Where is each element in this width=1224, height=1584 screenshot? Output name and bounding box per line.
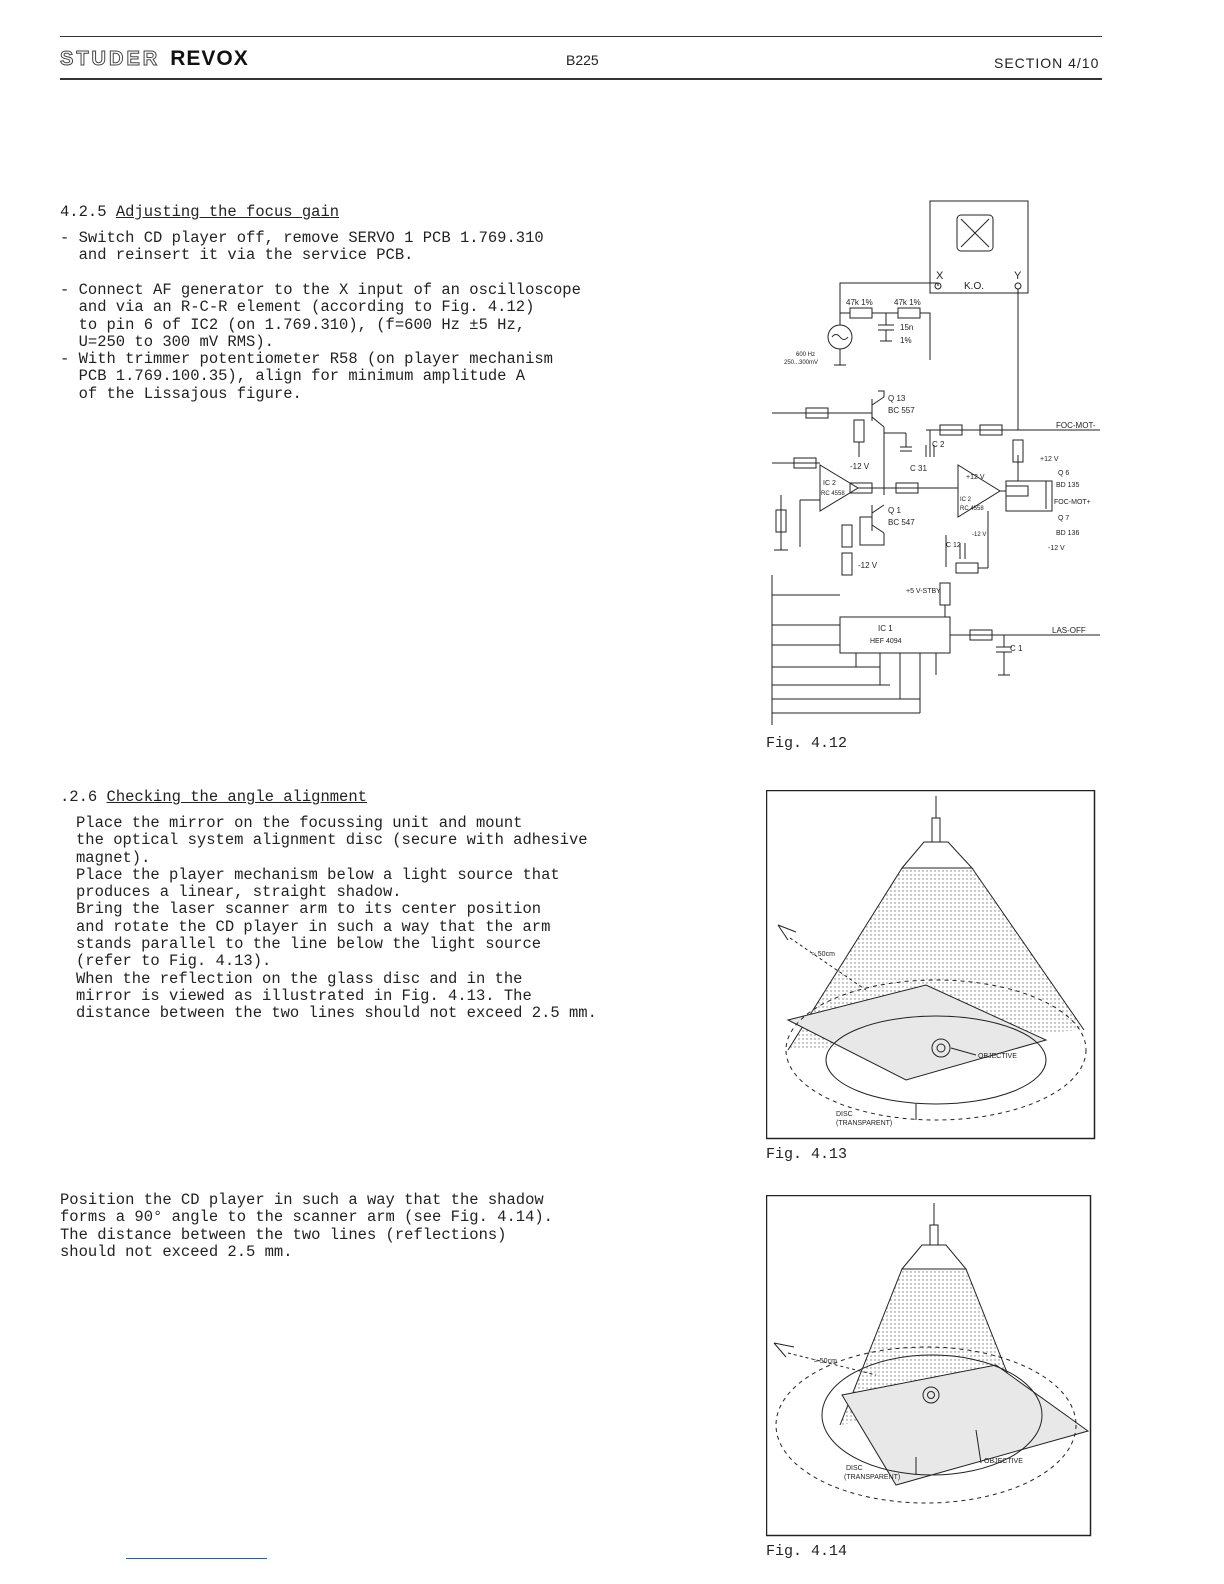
eye-icon — [778, 925, 796, 940]
q1-type-label: BC 547 — [888, 518, 915, 527]
q1-label: Q 1 — [888, 506, 901, 515]
header-rule-top — [60, 36, 1102, 37]
disc-transparent-label: (TRANSPARENT) — [844, 1474, 901, 1481]
stby-label: +5 V-STBY — [906, 588, 941, 595]
section-426-heading — [60, 788, 367, 806]
r2-label: 47k 1% — [894, 298, 921, 307]
fig-4-13-illustration — [766, 790, 1096, 1140]
plus12v-label-2: +12 V — [1040, 456, 1059, 463]
fig-4-13-caption: Fig. 4.13 — [766, 1146, 848, 1163]
objective-label: OBJECTIVE — [984, 1458, 1023, 1465]
header-rule-bottom — [60, 78, 1102, 80]
section-425-title: Adjusting the focus gain — [115, 203, 340, 221]
ic1-box — [840, 617, 950, 653]
x-input-label: X — [936, 270, 944, 282]
c2-label: C 2 — [932, 440, 945, 449]
eye-icon — [774, 1343, 794, 1357]
c12-label: C 12 — [946, 542, 961, 549]
ic2a-label: IC 2 — [823, 480, 836, 487]
section-426-number: .2.6 — [60, 788, 107, 806]
r1-label: 47k 1% — [846, 298, 873, 307]
lamp-fitting-icon — [930, 1225, 938, 1245]
q13-type-label: BC 557 — [888, 406, 915, 415]
plus12v-label-1: +12 V — [966, 474, 985, 481]
distance-label: ≈ 50cm — [812, 951, 835, 958]
cap-tol-label: 1% — [900, 336, 912, 345]
c31-label: C 31 — [910, 464, 927, 473]
section-425-step-3: - With trimmer potentiometer R58 (on player mechanism PCB 1.769.100.35), align for minimum amplitude A of the Lissajous figure. — [60, 350, 553, 403]
fig-4-14-caption: Fig. 4.14 — [766, 1543, 848, 1560]
section-425-step-1: - Switch CD player off, remove SERVO 1 PCB 1.769.310 and reinsert it via the service PCB. — [60, 229, 544, 265]
lamp-shade-icon — [902, 842, 972, 868]
gen-freq-label: 600 Hz — [796, 352, 816, 358]
minus12v-label-3: -12 V — [972, 532, 987, 538]
objective-label: OBJECTIVE — [978, 1053, 1017, 1060]
lamp-fitting-icon — [932, 818, 940, 842]
q7-type-label: BD 136 — [1056, 530, 1080, 537]
minus12v-label-4: -12 V — [1048, 545, 1065, 552]
disc-transparent-label: (TRANSPARENT) — [836, 1120, 893, 1127]
las-off-label: LAS-OFF — [1052, 626, 1086, 635]
section-425-number: 4.2.5 — [60, 203, 116, 221]
disc-label: DISC — [836, 1111, 853, 1118]
c1-label: C 1 — [1010, 644, 1023, 653]
foc-mot-plus-label: FOC-MOT+ — [1054, 499, 1091, 506]
section-426-body: Place the mirror on the focussing unit and mount the optical system alignment disc (secure with adhesive magnet). Place the player mechanism below a light source that produces a linear, straight shadow. Bring the laser scanner arm to its center position and rotate the CD player in such a way that the arm stands parallel to the line below the light source (refer to Fig. 4.13). When the reflection on the glass disc and in the mirror is viewed as illustrated in Fig. 4.13. The distance between the two lines should not exceed 2.5 mm. — [76, 814, 597, 1023]
q6-label: Q 6 — [1058, 470, 1070, 477]
fig-4-12-schematic — [760, 195, 1110, 735]
distance-label: ≈ 50cm — [814, 1358, 837, 1365]
ic1-label: IC 1 — [878, 624, 893, 633]
q7-label: Q 7 — [1058, 515, 1070, 522]
model-number: B225 — [566, 52, 599, 68]
ic2b-label: IC 2 — [960, 497, 972, 503]
section-number: SECTION 4/10 — [994, 55, 1100, 71]
footer-rule — [126, 1558, 267, 1559]
cap-label: 15n — [900, 323, 914, 332]
brand-revox: REVOX — [170, 47, 249, 70]
q6-type-label: BD 135 — [1056, 482, 1080, 489]
ko-label: K.O. — [964, 281, 985, 292]
ic2a-type-label: RC 4558 — [821, 491, 845, 497]
gen-volt-label: 250...300mV — [784, 360, 819, 366]
fig-4-14-illustration — [766, 1195, 1092, 1537]
minus12v-label-1: -12 V — [850, 462, 870, 471]
section-427-body: Position the CD player in such a way that the shadow forms a 90° angle to the scanner arm (see Fig. 4.14). The distance between the two lines (reflections) should not exceed 2.5 mm. — [60, 1191, 553, 1261]
disc-label: DISC — [846, 1465, 863, 1472]
lamp-shade-icon — [902, 1245, 966, 1269]
brand-logo — [60, 47, 249, 71]
minus12v-label-2: -12 V — [858, 561, 878, 570]
section-425-step-2: - Connect AF generator to the X input of an oscilloscope and via an R-C-R element (according to Fig. 4.12) to pin 6 of IC2 (on 1.769.310), (f=600 Hz ±5 Hz, U=250 to 300 mV RMS). — [60, 281, 581, 351]
foc-mot-minus-label: FOC-MOT- — [1056, 421, 1096, 430]
fig-4-12-caption: Fig. 4.12 — [766, 735, 848, 752]
ic2b-type-label: RC 4558 — [960, 506, 984, 512]
brand-studer: STUDER — [60, 48, 161, 70]
section-426-title: Checking the angle alignment — [106, 788, 367, 806]
ic1-type-label: HEF 4094 — [870, 638, 902, 645]
y-input-label: Y — [1014, 270, 1022, 282]
section-425-heading — [60, 203, 339, 221]
q13-label: Q 13 — [888, 394, 906, 403]
